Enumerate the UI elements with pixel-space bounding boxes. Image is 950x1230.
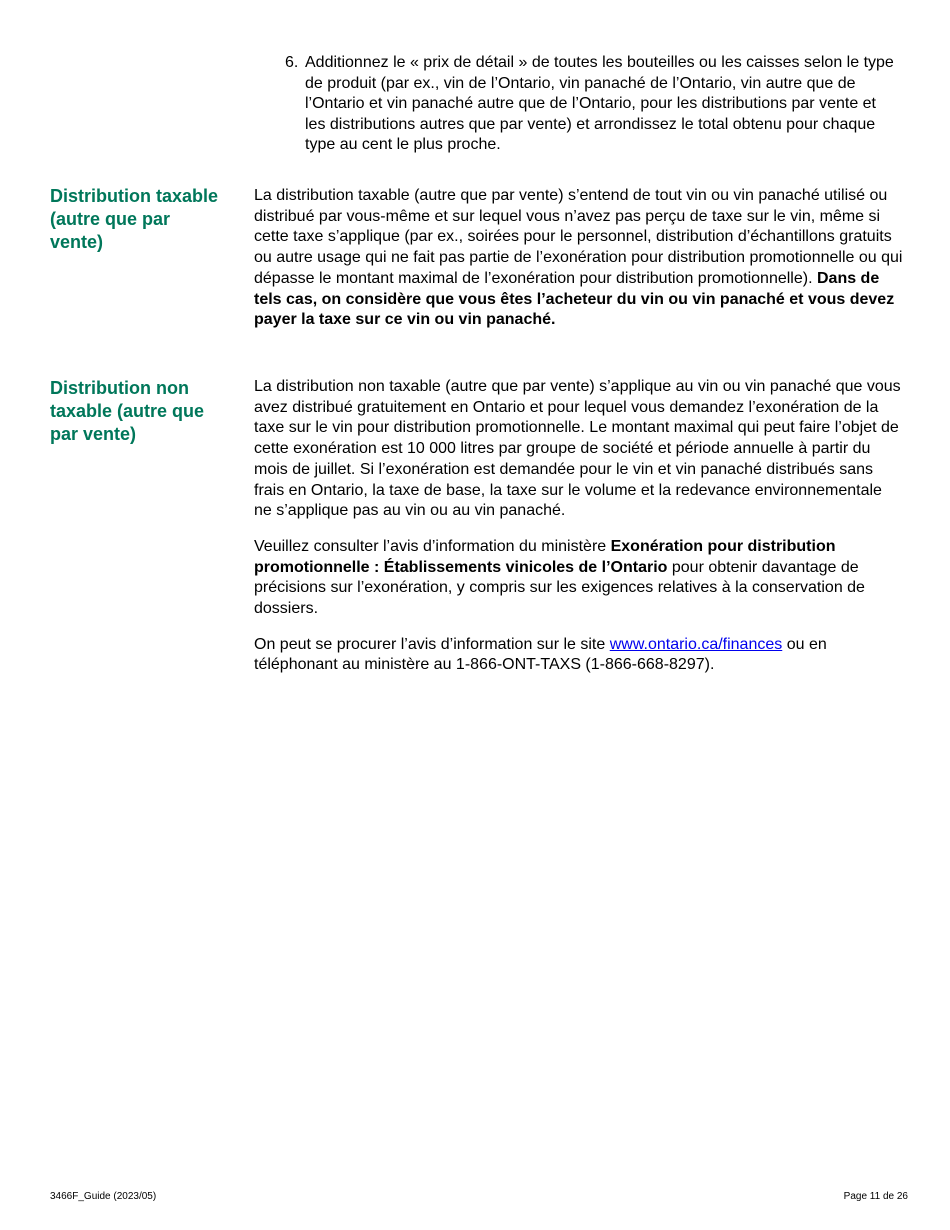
paragraph-2-post: pour obtenir davantage de précisions sur l’exonération, y compris sur les exigences relatives à la conservation de dossiers. bbox=[254, 558, 865, 618]
paragraph-3-pre: On peut se procurer l’avis d’information sur le site bbox=[254, 635, 610, 653]
footer-form-id: 3466F_Guide (2023/05) bbox=[50, 1191, 157, 1202]
section-body-taxable bbox=[254, 186, 904, 346]
paragraph-nontaxable-3 bbox=[254, 635, 904, 676]
paragraph-taxable-bold: Dans de tels cas, on considère que vous êtes l’acheteur du vin ou vin panaché et vous devez payer la taxe sur ce vin ou vin panaché. bbox=[254, 269, 895, 329]
paragraph-taxable-text: La distribution taxable (autre que par vente) s’entend de tout vin ou vin panaché utilisé ou distribué par vous-même et sur lequel vous n’avez pas perçu de taxe sur le vin, même si cette taxe s’applique (par ex., soirées pour le personnel, distribution d’échantillons gratuits ou autre usage qui ne fait pas partie de l’exonération pour distribution promotionnelle ou qui dépasse le montant maximal de l’exonération pour distribution promotionnelle). bbox=[254, 187, 903, 287]
section-heading-taxable: Distribution taxable (autre que par vente) bbox=[50, 186, 219, 252]
list-item-number: 6. bbox=[285, 54, 299, 71]
ontario-finances-link[interactable]: www.ontario.ca/finances bbox=[609, 635, 783, 653]
section-heading-nontaxable: Distribution non taxable (autre que par vente) bbox=[50, 378, 205, 444]
paragraph-nontaxable-2 bbox=[254, 537, 904, 620]
paragraph-2-pre: Veuillez consulter l’avis d’information du ministère bbox=[254, 537, 611, 555]
paragraph-3-post: ou en téléphonant au ministère au 1-866-ONT-TAXS (1-866-668-8297). bbox=[254, 635, 827, 674]
footer-page-number: Page 11 de 26 bbox=[843, 1191, 908, 1202]
notice-title: Exonération pour distribution promotionnelle : Établissements vinicoles de l’Ontario bbox=[254, 537, 836, 576]
paragraph-taxable bbox=[254, 186, 904, 331]
list-item-text: Additionnez le « prix de détail » de toutes les bouteilles ou les caisses selon le type de produit (par ex., vin de l’Ontario, vin panaché de l’Ontario, vin autre que de l’Ontario et vin panaché autre que de l’Ontario, pour les distributions par vente et les distributions autres que par vente) et arrondissez le total obtenu pour chaque type au cent le plus proche. bbox=[305, 54, 894, 153]
list-item-6 bbox=[285, 53, 900, 156]
section-body-nontaxable bbox=[254, 377, 904, 691]
paragraph-nontaxable-1: La distribution non taxable (autre que par vente) s’applique au vin ou vin panaché que vous avez distribué gratuitement en Ontario et pour lequel vous demandez l’exonération de la taxe sur le vin pour distribution promotionnelle. Le montant maximal qui peut faire l’objet de cette exonération est 10 000 litres par groupe de société et période annuelle à partir du mois de juillet. Si l’exonération est demandée pour le vin et vin panaché distribués sans frais en Ontario, la taxe de base, la taxe sur le volume et la redevance environnementale ne s’applique pas au vin ou au vin panaché. bbox=[254, 378, 901, 520]
